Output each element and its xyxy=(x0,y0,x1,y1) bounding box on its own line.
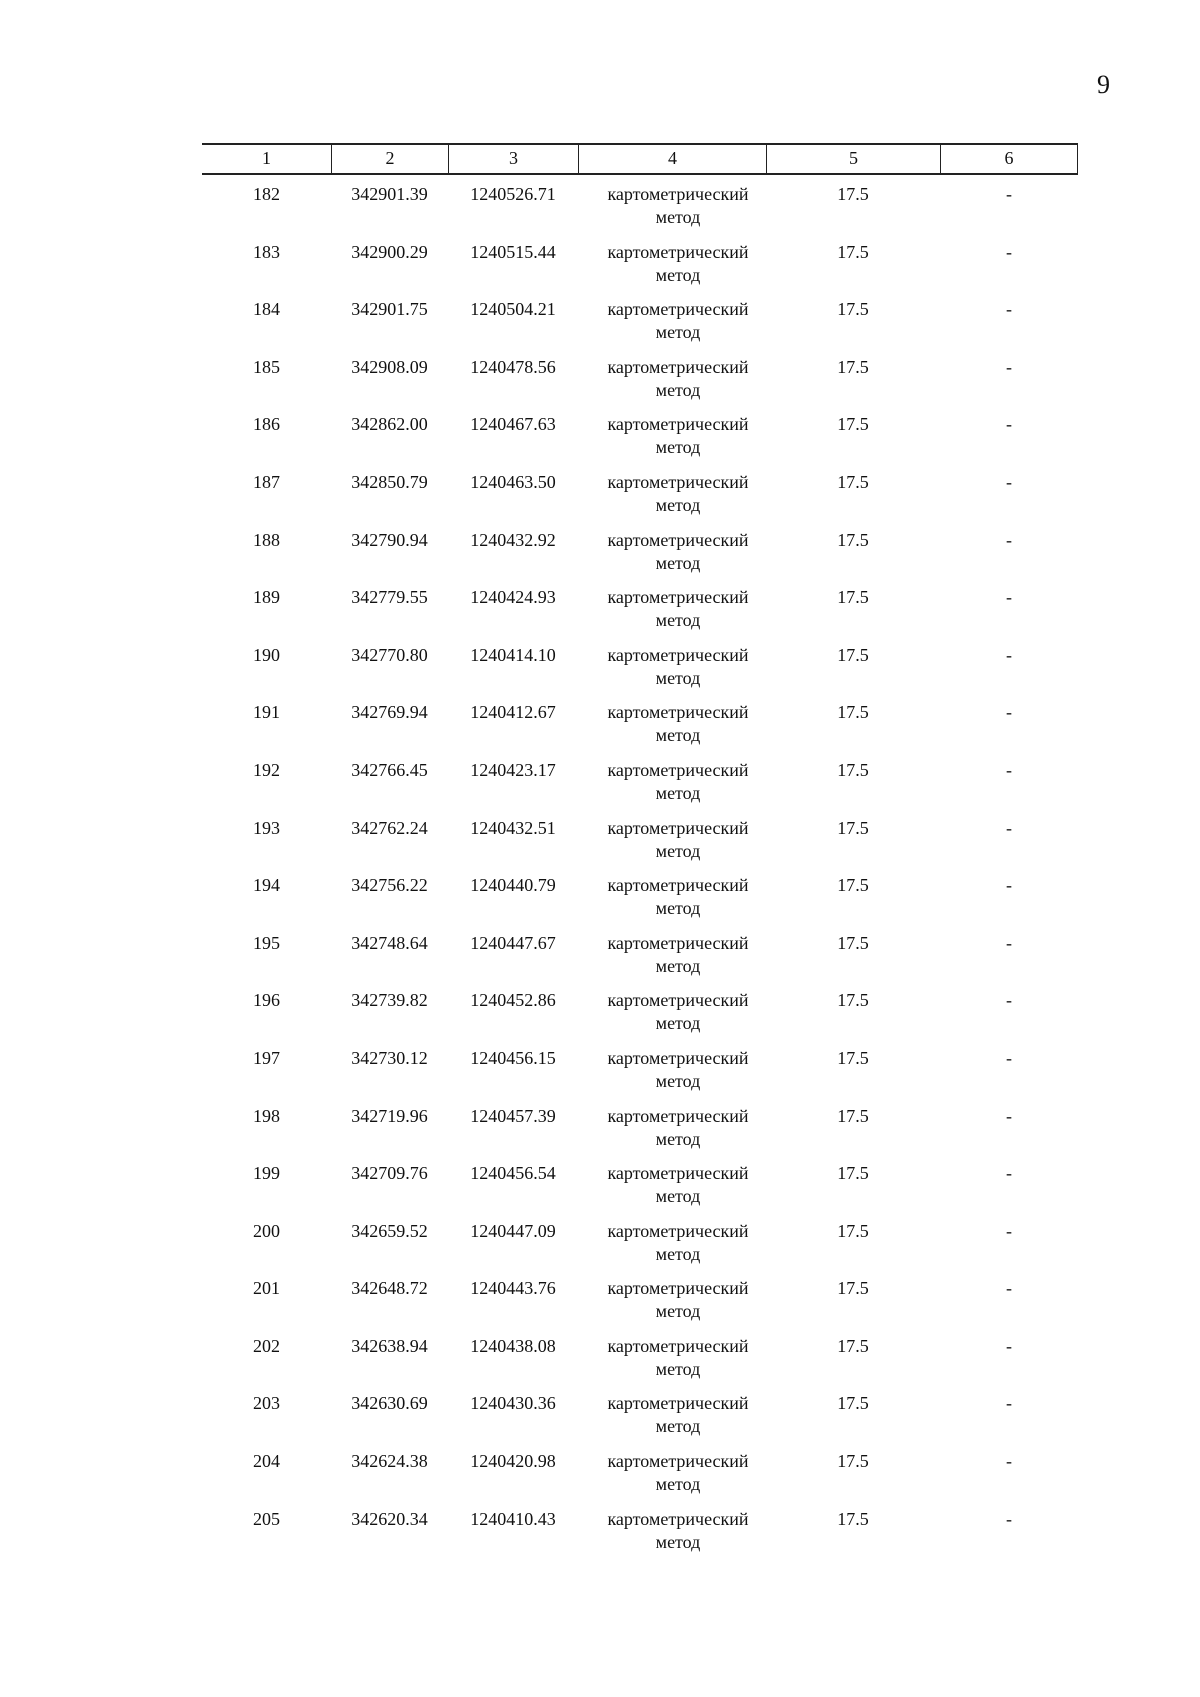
note-cell: - xyxy=(1006,1278,1012,1299)
y-coordinate-cell: 1240478.56 xyxy=(470,356,556,377)
y-coordinate-cell: 1240452.86 xyxy=(470,990,556,1011)
x-coordinate-cell: 342850.79 xyxy=(351,471,428,492)
table-row xyxy=(202,1392,1078,1450)
note-cell: - xyxy=(1006,1105,1012,1126)
table-row xyxy=(202,1105,1078,1163)
table-row xyxy=(202,183,1078,241)
accuracy-cell: 17.5 xyxy=(837,759,869,780)
point-number-cell: 184 xyxy=(253,299,280,320)
note-cell: - xyxy=(1006,1451,1012,1472)
y-coordinate-cell: 1240456.54 xyxy=(470,1163,556,1184)
column-header-4: 4 xyxy=(578,145,766,173)
method-cell: картометрический метод xyxy=(607,1163,749,1207)
y-coordinate-cell: 1240412.67 xyxy=(470,702,556,723)
y-coordinate-cell: 1240432.51 xyxy=(470,817,556,838)
x-coordinate-cell: 342638.94 xyxy=(351,1335,428,1356)
accuracy-cell: 17.5 xyxy=(837,1105,869,1126)
table-row xyxy=(202,298,1078,356)
accuracy-cell: 17.5 xyxy=(837,1393,869,1414)
accuracy-cell: 17.5 xyxy=(837,414,869,435)
accuracy-cell: 17.5 xyxy=(837,990,869,1011)
point-number-cell: 203 xyxy=(253,1393,280,1414)
note-cell: - xyxy=(1006,529,1012,550)
note-cell: - xyxy=(1006,1220,1012,1241)
accuracy-cell: 17.5 xyxy=(837,817,869,838)
method-cell: картометрический метод xyxy=(607,702,749,746)
point-number-cell: 204 xyxy=(253,1451,280,1472)
method-cell: картометрический метод xyxy=(607,241,749,285)
point-number-cell: 194 xyxy=(253,875,280,896)
accuracy-cell: 17.5 xyxy=(837,471,869,492)
column-header-6: 6 xyxy=(940,145,1078,173)
y-coordinate-cell: 1240414.10 xyxy=(470,644,556,665)
table-row xyxy=(202,1220,1078,1278)
point-number-cell: 188 xyxy=(253,529,280,550)
y-coordinate-cell: 1240443.76 xyxy=(470,1278,556,1299)
note-cell: - xyxy=(1006,414,1012,435)
accuracy-cell: 17.5 xyxy=(837,644,869,665)
point-number-cell: 197 xyxy=(253,1047,280,1068)
point-number-cell: 191 xyxy=(253,702,280,723)
x-coordinate-cell: 342756.22 xyxy=(351,875,428,896)
column-header-2: 2 xyxy=(331,145,448,173)
accuracy-cell: 17.5 xyxy=(837,1220,869,1241)
x-coordinate-cell: 342719.96 xyxy=(351,1105,428,1126)
accuracy-cell: 17.5 xyxy=(837,241,869,262)
note-cell: - xyxy=(1006,184,1012,204)
y-coordinate-cell: 1240438.08 xyxy=(470,1335,556,1356)
accuracy-cell: 17.5 xyxy=(837,356,869,377)
note-cell: - xyxy=(1006,932,1012,953)
page-number: 9 xyxy=(1097,70,1110,99)
note-cell: - xyxy=(1006,644,1012,665)
accuracy-cell: 17.5 xyxy=(837,1508,869,1529)
method-cell: картометрический метод xyxy=(607,875,749,919)
accuracy-cell: 17.5 xyxy=(837,1047,869,1068)
x-coordinate-cell: 342748.64 xyxy=(351,932,428,953)
point-number-cell: 190 xyxy=(253,644,280,665)
y-coordinate-cell: 1240447.09 xyxy=(470,1220,556,1241)
method-cell: картометрический метод xyxy=(607,1335,749,1379)
x-coordinate-cell: 342779.55 xyxy=(351,587,428,608)
note-cell: - xyxy=(1006,1393,1012,1414)
y-coordinate-cell: 1240410.43 xyxy=(470,1508,556,1529)
accuracy-cell: 17.5 xyxy=(837,529,869,550)
table-row xyxy=(202,1047,1078,1105)
y-coordinate-cell: 1240424.93 xyxy=(470,587,556,608)
method-cell: картометрический метод xyxy=(607,1220,749,1264)
x-coordinate-cell: 342648.72 xyxy=(351,1278,428,1299)
method-cell: картометрический метод xyxy=(607,184,749,227)
table-row xyxy=(202,413,1078,471)
accuracy-cell: 17.5 xyxy=(837,299,869,320)
accuracy-cell: 17.5 xyxy=(837,184,869,204)
note-cell: - xyxy=(1006,875,1012,896)
table-row xyxy=(202,701,1078,759)
table-row xyxy=(202,1450,1078,1508)
y-coordinate-cell: 1240456.15 xyxy=(470,1047,556,1068)
table-row xyxy=(202,1277,1078,1335)
method-cell: картометрический метод xyxy=(607,529,749,573)
y-coordinate-cell: 1240430.36 xyxy=(470,1393,556,1414)
y-coordinate-cell: 1240457.39 xyxy=(470,1105,556,1126)
note-cell: - xyxy=(1006,1047,1012,1068)
x-coordinate-cell: 342862.00 xyxy=(351,414,428,435)
table-row xyxy=(202,1335,1078,1393)
table-row xyxy=(202,241,1078,299)
method-cell: картометрический метод xyxy=(607,471,749,515)
point-number-cell: 196 xyxy=(253,990,280,1011)
note-cell: - xyxy=(1006,471,1012,492)
point-number-cell: 195 xyxy=(253,932,280,953)
accuracy-cell: 17.5 xyxy=(837,1335,869,1356)
point-number-cell: 205 xyxy=(253,1508,280,1529)
point-number-cell: 199 xyxy=(253,1163,280,1184)
method-cell: картометрический метод xyxy=(607,817,749,861)
accuracy-cell: 17.5 xyxy=(837,1163,869,1184)
note-cell: - xyxy=(1006,587,1012,608)
y-coordinate-cell: 1240526.71 xyxy=(470,184,556,204)
x-coordinate-cell: 342770.80 xyxy=(351,644,428,665)
table-row xyxy=(202,1508,1078,1566)
column-header-5: 5 xyxy=(766,145,940,173)
point-number-cell: 182 xyxy=(253,184,280,204)
y-coordinate-cell: 1240467.63 xyxy=(470,414,556,435)
x-coordinate-cell: 342739.82 xyxy=(351,990,428,1011)
accuracy-cell: 17.5 xyxy=(837,587,869,608)
table-row xyxy=(202,356,1078,414)
note-cell: - xyxy=(1006,759,1012,780)
x-coordinate-cell: 342766.45 xyxy=(351,759,428,780)
note-cell: - xyxy=(1006,1335,1012,1356)
y-coordinate-cell: 1240447.67 xyxy=(470,932,556,953)
method-cell: картометрический метод xyxy=(607,1047,749,1091)
x-coordinate-cell: 342620.34 xyxy=(351,1508,428,1529)
x-coordinate-cell: 342659.52 xyxy=(351,1220,428,1241)
table-row xyxy=(202,989,1078,1047)
column-header-3: 3 xyxy=(448,145,578,173)
method-cell: картометрический метод xyxy=(607,299,749,343)
x-coordinate-cell: 342762.24 xyxy=(351,817,428,838)
point-number-cell: 192 xyxy=(253,759,280,780)
x-coordinate-cell: 342790.94 xyxy=(351,529,428,550)
note-cell: - xyxy=(1006,990,1012,1011)
method-cell: картометрический метод xyxy=(607,414,749,458)
method-cell: картометрический метод xyxy=(607,644,749,688)
x-coordinate-cell: 342901.39 xyxy=(351,184,428,204)
note-cell: - xyxy=(1006,1508,1012,1529)
method-cell: картометрический метод xyxy=(607,990,749,1034)
y-coordinate-cell: 1240504.21 xyxy=(470,299,556,320)
table-row xyxy=(202,644,1078,702)
coordinates-table-body xyxy=(202,183,1078,1565)
x-coordinate-cell: 342630.69 xyxy=(351,1393,428,1414)
note-cell: - xyxy=(1006,356,1012,377)
table-row xyxy=(202,932,1078,990)
note-cell: - xyxy=(1006,1163,1012,1184)
note-cell: - xyxy=(1006,702,1012,723)
table-row xyxy=(202,1162,1078,1220)
table-row xyxy=(202,817,1078,875)
method-cell: картометрический метод xyxy=(607,587,749,631)
point-number-cell: 202 xyxy=(253,1335,280,1356)
table-row xyxy=(202,471,1078,529)
y-coordinate-cell: 1240423.17 xyxy=(470,759,556,780)
y-coordinate-cell: 1240432.92 xyxy=(470,529,556,550)
table-row xyxy=(202,759,1078,817)
x-coordinate-cell: 342769.94 xyxy=(351,702,428,723)
method-cell: картометрический метод xyxy=(607,1451,749,1495)
table-row xyxy=(202,874,1078,932)
table-row xyxy=(202,529,1078,587)
note-cell: - xyxy=(1006,299,1012,320)
y-coordinate-cell: 1240420.98 xyxy=(470,1451,556,1472)
method-cell: картометрический метод xyxy=(607,1393,749,1437)
table-header xyxy=(202,143,1078,175)
x-coordinate-cell: 342730.12 xyxy=(351,1047,428,1068)
y-coordinate-cell: 1240515.44 xyxy=(470,241,556,262)
note-cell: - xyxy=(1006,241,1012,262)
point-number-cell: 189 xyxy=(253,587,280,608)
method-cell: картометрический метод xyxy=(607,356,749,400)
point-number-cell: 187 xyxy=(253,471,280,492)
y-coordinate-cell: 1240463.50 xyxy=(470,471,556,492)
point-number-cell: 201 xyxy=(253,1278,280,1299)
y-coordinate-cell: 1240440.79 xyxy=(470,875,556,896)
point-number-cell: 193 xyxy=(253,817,280,838)
table-row xyxy=(202,586,1078,644)
point-number-cell: 183 xyxy=(253,241,280,262)
x-coordinate-cell: 342624.38 xyxy=(351,1451,428,1472)
point-number-cell: 185 xyxy=(253,356,280,377)
method-cell: картометрический метод xyxy=(607,1105,749,1149)
accuracy-cell: 17.5 xyxy=(837,932,869,953)
point-number-cell: 200 xyxy=(253,1220,280,1241)
accuracy-cell: 17.5 xyxy=(837,1278,869,1299)
point-number-cell: 198 xyxy=(253,1105,280,1126)
x-coordinate-cell: 342900.29 xyxy=(351,241,428,262)
x-coordinate-cell: 342709.76 xyxy=(351,1163,428,1184)
accuracy-cell: 17.5 xyxy=(837,1451,869,1472)
note-cell: - xyxy=(1006,817,1012,838)
method-cell: картометрический метод xyxy=(607,1508,749,1552)
accuracy-cell: 17.5 xyxy=(837,702,869,723)
method-cell: картометрический метод xyxy=(607,932,749,976)
column-header-1: 1 xyxy=(262,148,271,168)
point-number-cell: 186 xyxy=(253,414,280,435)
method-cell: картометрический метод xyxy=(607,759,749,803)
accuracy-cell: 17.5 xyxy=(837,875,869,896)
method-cell: картометрический метод xyxy=(607,1278,749,1322)
x-coordinate-cell: 342908.09 xyxy=(351,356,428,377)
x-coordinate-cell: 342901.75 xyxy=(351,299,428,320)
